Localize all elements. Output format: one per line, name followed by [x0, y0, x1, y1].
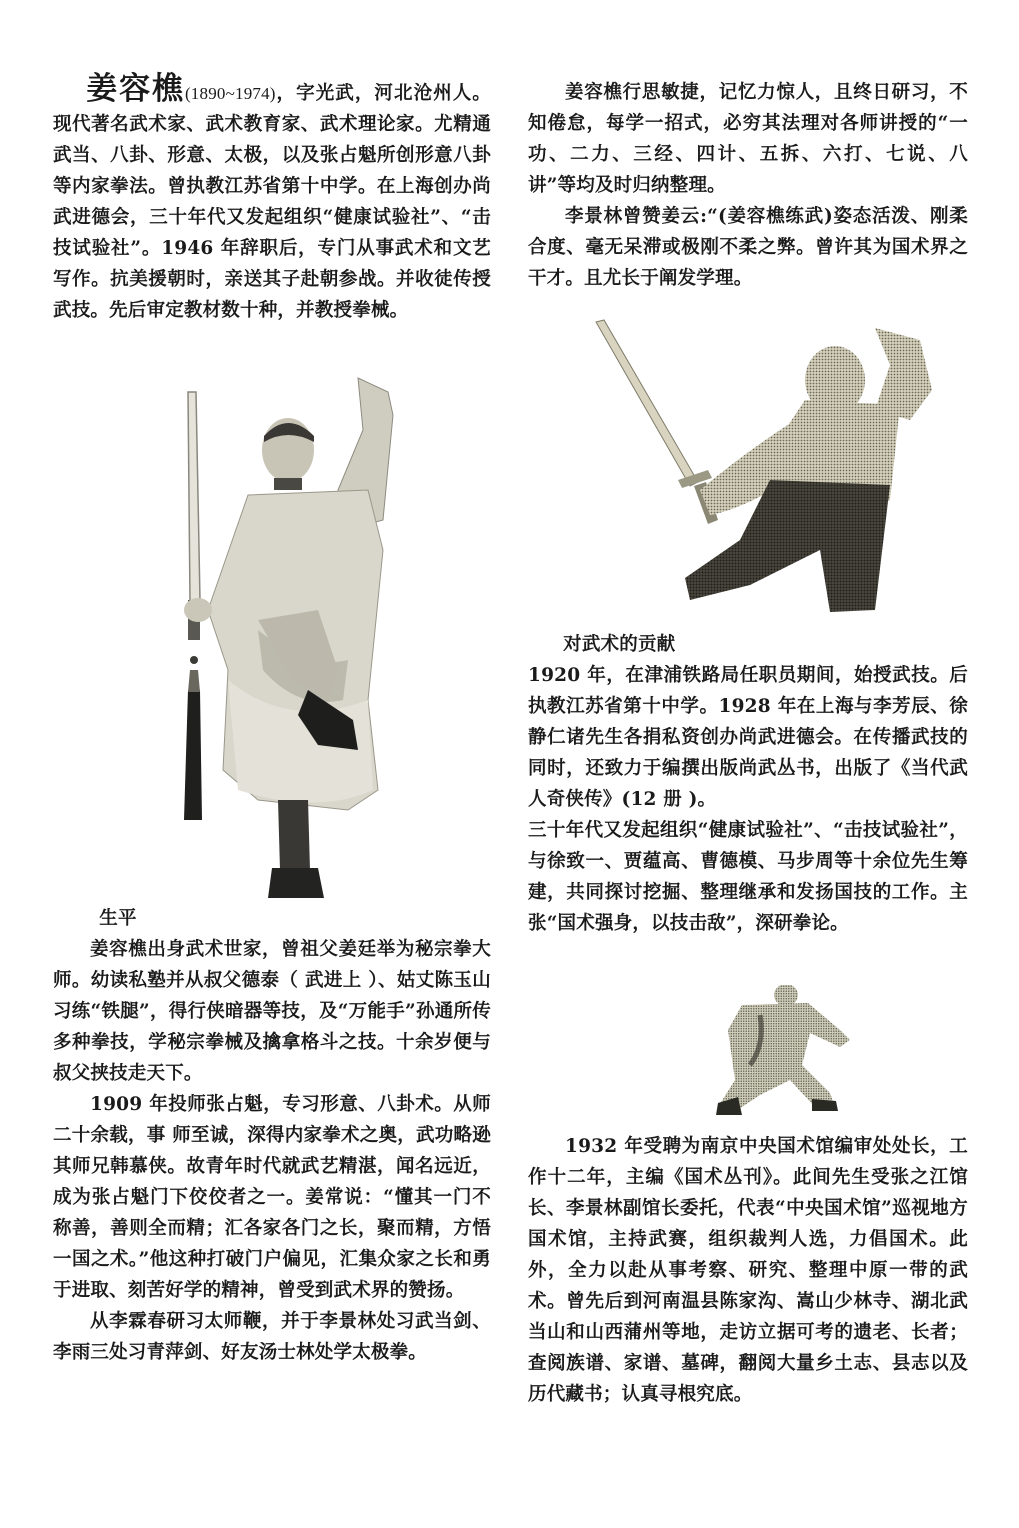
martial-artist-stance-figure-icon	[690, 985, 870, 1120]
biography-paragraph-1: 姜容樵出身武术世家，曾祖父姜廷举为秘宗拳大师。幼读私塾并从叔父德泰（ 武进上 ）、姑丈陈玉山习练“铁腿”，得行侠暗器等技，及“万能手”孙通所传多种拳技，学秘宗拳械及擒拿格斗之技。十余岁便与叔父挟技走天下。	[53, 939, 491, 1084]
intro-paragraph	[53, 71, 492, 326]
life-years: (1890~1974)	[184, 84, 276, 103]
later-career-paragraph: 1932 年受聘为南京中央国术馆编审处处长，工作十二年，主编《国术丛刊》。此间先生受张之江馆长、李景林副馆长委托，代表“中央国术馆”巡视地方国术馆，主持武赛，组织裁判人选，力倡国术。此外，全力以赴从事考察、研究、整理中原一带的武术。曾先后到河南温县陈家沟、嵩山少林寺、湖北武当山和山西蒲州等地，走访立据可考的遗老、长者；查阅族谱、家谱、墓碑，翻阅大量乡土志、县志以及历代藏书；认真寻根究底。	[528, 1136, 968, 1405]
martial-artist-lunge-figure-icon	[590, 310, 950, 620]
biography-paragraph-2: 1909 年投师张占魁，专习形意、八卦术。从师二十余载，事 师至诚，深得内家拳术之奥，武功略逊其师兄韩慕侠。故青年时代就武艺精湛，闻名远近，成为张占魁门下佼佼者之一。姜常说：“懂其一门不称善，善则全而精；汇各家各门之长，聚而精，方悟一国之术。”他这种打破门户偏见，汇集众家之长和勇于进取、刻苦好学的精神，曾受到武术界的赞扬。	[53, 1094, 491, 1301]
martial-artist-sword-figure-icon	[168, 370, 413, 910]
contribution-section	[528, 629, 968, 939]
later-career-section	[528, 1131, 968, 1410]
character-paragraph-2: 李景林曾赞姜云:“(姜容樵练武)姿态活泼、刚柔合度、毫无呆滞或极刚不柔之弊。曾许其为国术界之干才。且尤长于阐发学理。	[528, 206, 968, 289]
section-heading-contribution: 对武术的贡献	[563, 634, 676, 655]
photo-lunge-sword-posture	[590, 310, 950, 620]
intro-text: ，字光武，河北沧州人。现代著名武术家、武术教育家、武术理论家。尤精通武当、八卦、形意、太极，以及张占魁所创形意八卦等内家拳法。曾执教江苏省第十中学。在上海创办尚武进德会，三十年代又发起组织“健康试验社”、“击技试验社”。1946 年辞职后，专门从事武术和文艺写作。抗美援朝时，亲送其子赴朝参战。并收徒传授武技。先后审定教材数十种，并教授拳械。	[53, 83, 492, 321]
biography-section	[53, 903, 491, 1368]
biography-paragraph-3: 从李霖春研习太师鞭，并于李景林处习武当剑、李雨三处习青萍剑、好友汤士林处学太极拳。	[53, 1311, 491, 1363]
contribution-paragraph-2: 三十年代又发起组织“健康试验社”、“击技试验社”，与徐致一、贾蕴高、曹德模、马步周等十余位先生筹建，共同探讨挖掘、整理继承和发扬国技的工作。主张“国术强身，以技击敌”，深研拳论。	[528, 820, 968, 934]
photo-low-stance-posture	[690, 985, 870, 1120]
photo-standing-sword-posture	[168, 370, 413, 910]
contribution-paragraph-1: 1920 年，在津浦铁路局任职员期间，始授武技。后执教江苏省第十中学。1928 年在上海与李芳辰、徐静仁诸先生各捐私资创办尚武进德会。在传播武技的同时，还致力于编撰出版尚武丛书，出版了《当代武人奇侠传》(12 册 )。	[528, 665, 968, 810]
character-section	[528, 77, 968, 294]
person-name: 姜容樵	[86, 71, 185, 107]
character-paragraph-1: 姜容樵行思敏捷，记忆力惊人，且终日研习，不知倦怠，每学一招式，必穷其法理对各师讲授的“一功、二力、三经、四计、五拆、六打、七说、八讲”等均及时归纳整理。	[528, 82, 968, 196]
section-heading-biography: 生平	[99, 908, 137, 929]
